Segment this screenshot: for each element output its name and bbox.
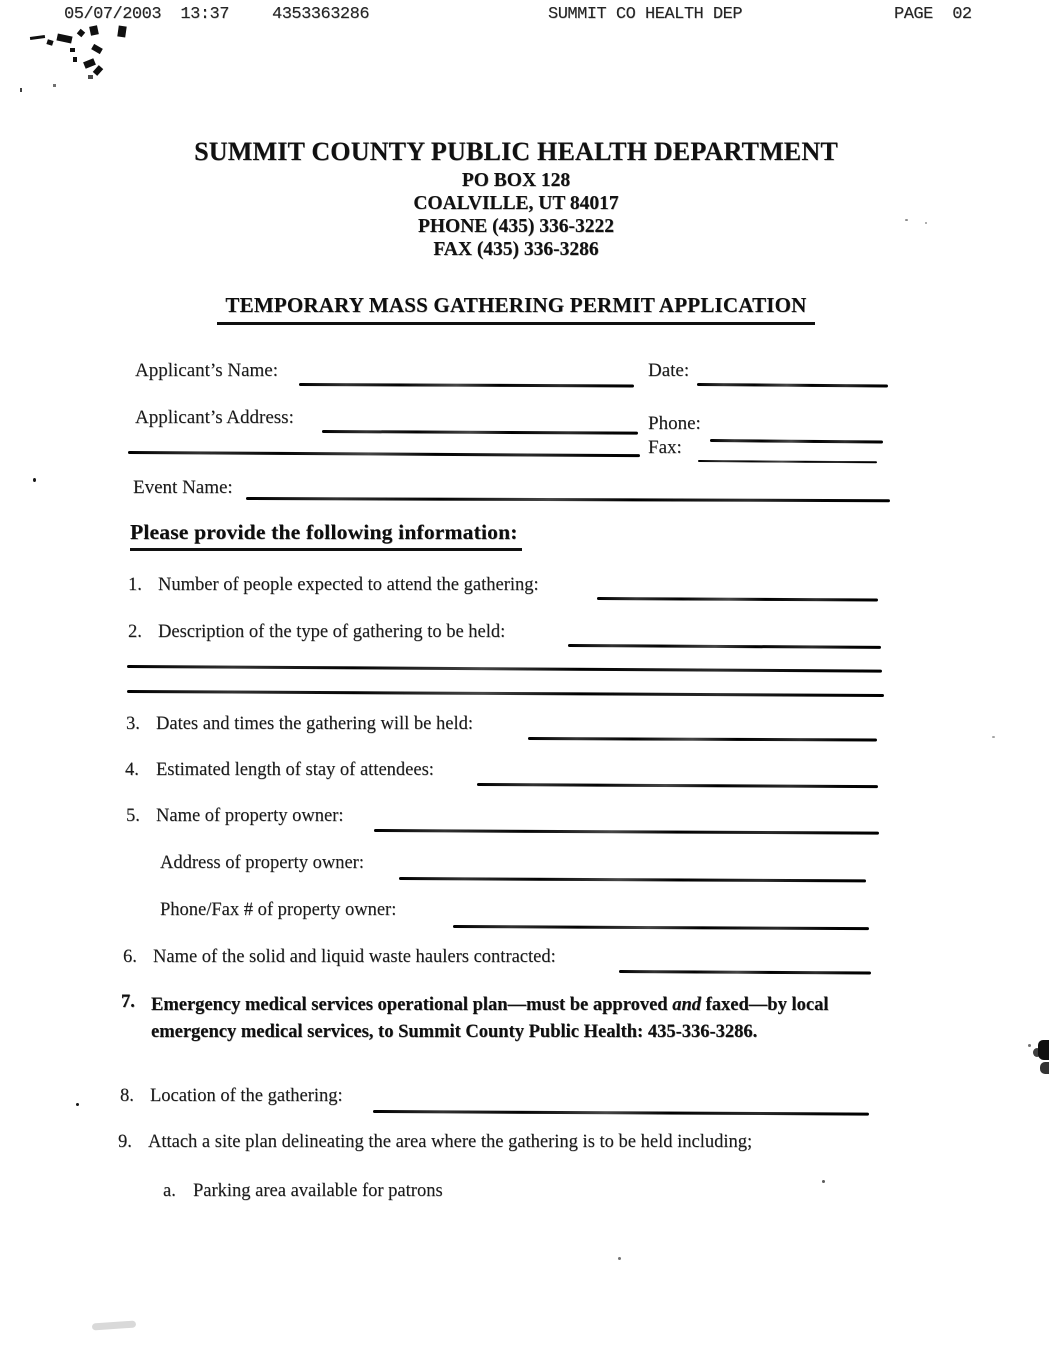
applicant-name-label: Applicant’s Name:: [135, 360, 278, 381]
item-9-number: 9.: [118, 1132, 132, 1152]
fax-line: [698, 460, 877, 463]
item-5-sub1-line: [399, 877, 866, 882]
item-5-sub1-text: Address of property owner:: [160, 853, 364, 873]
item-8-number: 8.: [120, 1086, 134, 1106]
item-9-text: Attach a site plan delineating the area where the gathering is to be held including;: [148, 1132, 753, 1152]
item-2-line2: [127, 665, 882, 673]
item-8-line: [373, 1110, 869, 1116]
applicant-name-line: [299, 383, 634, 387]
phone-line: [710, 439, 883, 444]
fax-header-sender: SUMMIT CO HEALTH DEP: [548, 5, 743, 24]
item-2-line: [568, 644, 881, 649]
date-label: Date:: [648, 360, 690, 381]
letterhead-title: SUMMIT COUNTY PUBLIC HEALTH DEPARTMENT: [194, 137, 838, 166]
item-5-text: Name of property owner:: [156, 806, 344, 826]
item-7-emphasis: and: [672, 995, 702, 1015]
item-2-number: 2.: [128, 622, 142, 642]
letterhead-city: COALVILLE, UT 84017: [413, 193, 619, 214]
item-2-line3: [127, 690, 884, 697]
fax-header-datetime: 05/07/2003 13:37: [64, 5, 229, 24]
letterhead-po-box: PO BOX 128: [461, 170, 571, 191]
item-6-line: [619, 970, 871, 975]
item-6-text: Name of the solid and liquid waste haulers contracted:: [153, 947, 556, 967]
item-2-text: Description of the type of gathering to be held:: [158, 622, 506, 642]
fax-label: Fax:: [648, 437, 682, 458]
item-1-number: 1.: [128, 575, 142, 595]
phone-label: Phone:: [648, 413, 701, 434]
letterhead-fax: FAX (435) 336-3286: [433, 239, 599, 260]
date-line: [697, 383, 888, 388]
applicant-address-line2: [128, 451, 640, 457]
item-8-text: Location of the gathering:: [150, 1086, 343, 1106]
item-5-sub2-line: [453, 925, 869, 930]
applicant-address-label: Applicant’s Address:: [135, 407, 294, 428]
item-9a-text: Parking area available for patrons: [193, 1181, 443, 1201]
item-9a-letter: a.: [163, 1181, 176, 1201]
item-5-number: 5.: [126, 806, 140, 826]
item-4-line: [477, 783, 878, 788]
event-name-label: Event Name:: [133, 477, 233, 498]
item-3-line: [528, 737, 877, 742]
item-7-number: 7.: [121, 992, 135, 1012]
item-1-line: [597, 597, 878, 601]
applicant-address-line: [322, 430, 638, 435]
form-title: TEMPORARY MASS GATHERING PERMIT APPLICATION: [217, 293, 814, 325]
fax-header-page: PAGE 02: [894, 5, 972, 24]
item-3-number: 3.: [126, 714, 140, 734]
section-heading: Please provide the following information:: [130, 520, 522, 551]
item-4-text: Estimated length of stay of attendees:: [156, 760, 434, 780]
letterhead-phone: PHONE (435) 336-3222: [417, 216, 615, 237]
item-4-number: 4.: [125, 760, 139, 780]
item-5-line: [374, 829, 879, 835]
item-6-number: 6.: [123, 947, 137, 967]
item-5-sub2-text: Phone/Fax # of property owner:: [160, 900, 397, 920]
item-1-text: Number of people expected to attend the gathering:: [158, 575, 539, 595]
form-title-row: [0, 293, 1032, 325]
item-3-text: Dates and times the gathering will be held:: [156, 714, 473, 734]
fax-header-number: 4353363286: [272, 5, 370, 24]
item-7-text: Emergency medical services operational plan—must be approved and faxed—by local emergency medical services, to Summit County Public Health: 435-336-3286.: [151, 995, 829, 1042]
event-name-line: [246, 497, 890, 502]
